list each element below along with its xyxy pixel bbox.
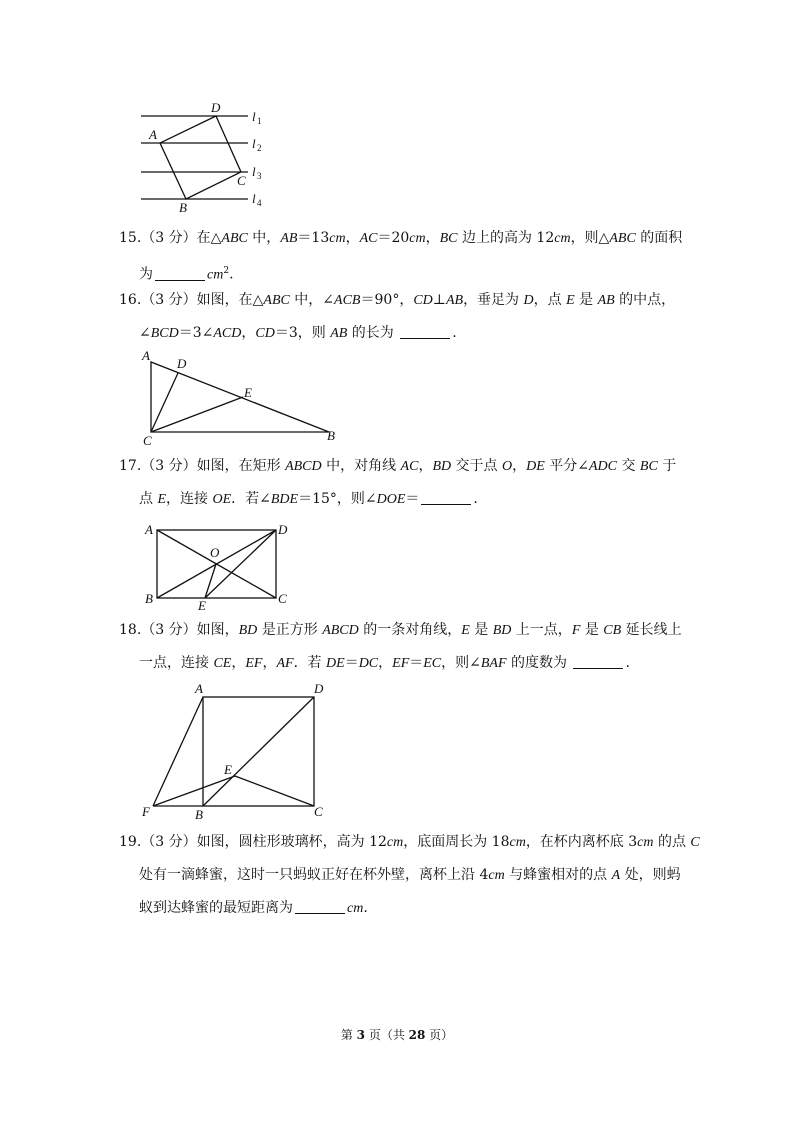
fig14-sub-1: 1 bbox=[257, 116, 262, 126]
fig14-sub-2: 2 bbox=[257, 143, 262, 153]
q17-line-1: 17.（3 分）如图，在矩形 ABCD 中，对角线 AC，BD 交于点 O，DE 平分∠ADC 交 BC 于 bbox=[119, 458, 677, 474]
fig14-label-l4: l bbox=[252, 191, 256, 206]
fig14-label-l1: l bbox=[252, 109, 256, 124]
fig18-label-B: B bbox=[195, 807, 203, 822]
q19-line-3: 蚁到达蜂蜜的最短距离为 cm. bbox=[139, 900, 368, 916]
q16-line-2: ∠BCD＝3∠ACD，CD＝3，则 AB 的长为 . bbox=[139, 325, 457, 341]
fig16-label-E: E bbox=[244, 385, 252, 400]
page-footer: 第 3 页（共 28 页） bbox=[340, 1028, 454, 1042]
fig14-sub-3: 3 bbox=[257, 171, 262, 181]
fig17-label-D: D bbox=[278, 522, 288, 537]
fig14-label-D: D bbox=[211, 100, 221, 115]
question-18 bbox=[119, 614, 682, 680]
fig16-label-D: D bbox=[177, 356, 187, 371]
fig18-label-A: A bbox=[195, 681, 203, 696]
answer-blank-15 bbox=[155, 266, 205, 281]
fig17-label-E: E bbox=[198, 598, 206, 613]
fig17-label-O: O bbox=[210, 545, 220, 560]
fig14-label-C: C bbox=[237, 173, 246, 188]
q15-line-1: 15.（3 分）在△ABC 中，AB＝13cm，AC＝20cm，BC 边上的高为 12cm，则△ABC 的面积 bbox=[119, 230, 683, 246]
fig17-label-C: C bbox=[278, 591, 287, 606]
q18-line-1: 18.（3 分）如图，BD 是正方形 ABCD 的一条对角线，E 是 BD 上一点，F 是 CB 延长线上 bbox=[119, 622, 682, 638]
fig16-label-C: C bbox=[143, 433, 152, 448]
fig14-sub-4: 4 bbox=[257, 198, 262, 208]
page-number: 3 bbox=[356, 1028, 365, 1042]
question-19 bbox=[119, 826, 700, 925]
fig17-label-A: A bbox=[145, 522, 153, 537]
fig14-label-l2: l bbox=[252, 136, 256, 151]
fig17-label-B: B bbox=[145, 591, 153, 606]
fig16-label-B: B bbox=[327, 428, 335, 443]
question-15 bbox=[119, 222, 683, 292]
answer-blank-17 bbox=[421, 490, 471, 505]
fig16-label-A: A bbox=[142, 348, 150, 363]
fig18-label-F: F bbox=[142, 804, 150, 819]
q16-line-1: 16.（3 分）如图，在△ABC 中，∠ACB＝90°，CD⊥AB，垂足为 D，点 E 是 AB 的中点， bbox=[119, 292, 676, 308]
q17-line-2: 点 E，连接 OE．若∠BDE＝15°，则∠DOE＝ . bbox=[139, 491, 478, 507]
q19-line-2: 处有一滴蜂蜜，这时一只蚂蚁正好在杯外壁，离杯上沿 4cm 与蜂蜜相对的点 A 处，则蚂 bbox=[139, 867, 681, 883]
fig14-label-l3: l bbox=[252, 164, 256, 179]
answer-blank-18 bbox=[573, 654, 623, 669]
question-16 bbox=[119, 284, 679, 350]
fig18-label-C: C bbox=[314, 804, 323, 819]
q18-line-2: 一点，连接 CE，EF，AF．若 DE＝DC，EF＝EC，则∠BAF 的度数为 . bbox=[139, 655, 630, 671]
page-total: 28 bbox=[408, 1028, 426, 1042]
q15-line-2: 为 $cm^2$. bbox=[139, 266, 234, 283]
answer-blank-16 bbox=[400, 324, 450, 339]
question-17 bbox=[119, 450, 679, 516]
q19-line-1: 19.（3 分）如图，圆柱形玻璃杯，高为 12cm，底面周长为 18cm，在杯内离杯底 3cm 的点 C bbox=[119, 834, 700, 850]
answer-blank-19 bbox=[295, 899, 345, 914]
fig18-label-D: D bbox=[314, 681, 324, 696]
fig14-label-B: B bbox=[179, 200, 187, 215]
fig14-label-A: A bbox=[149, 127, 157, 142]
fig18-label-E: E bbox=[224, 762, 232, 777]
